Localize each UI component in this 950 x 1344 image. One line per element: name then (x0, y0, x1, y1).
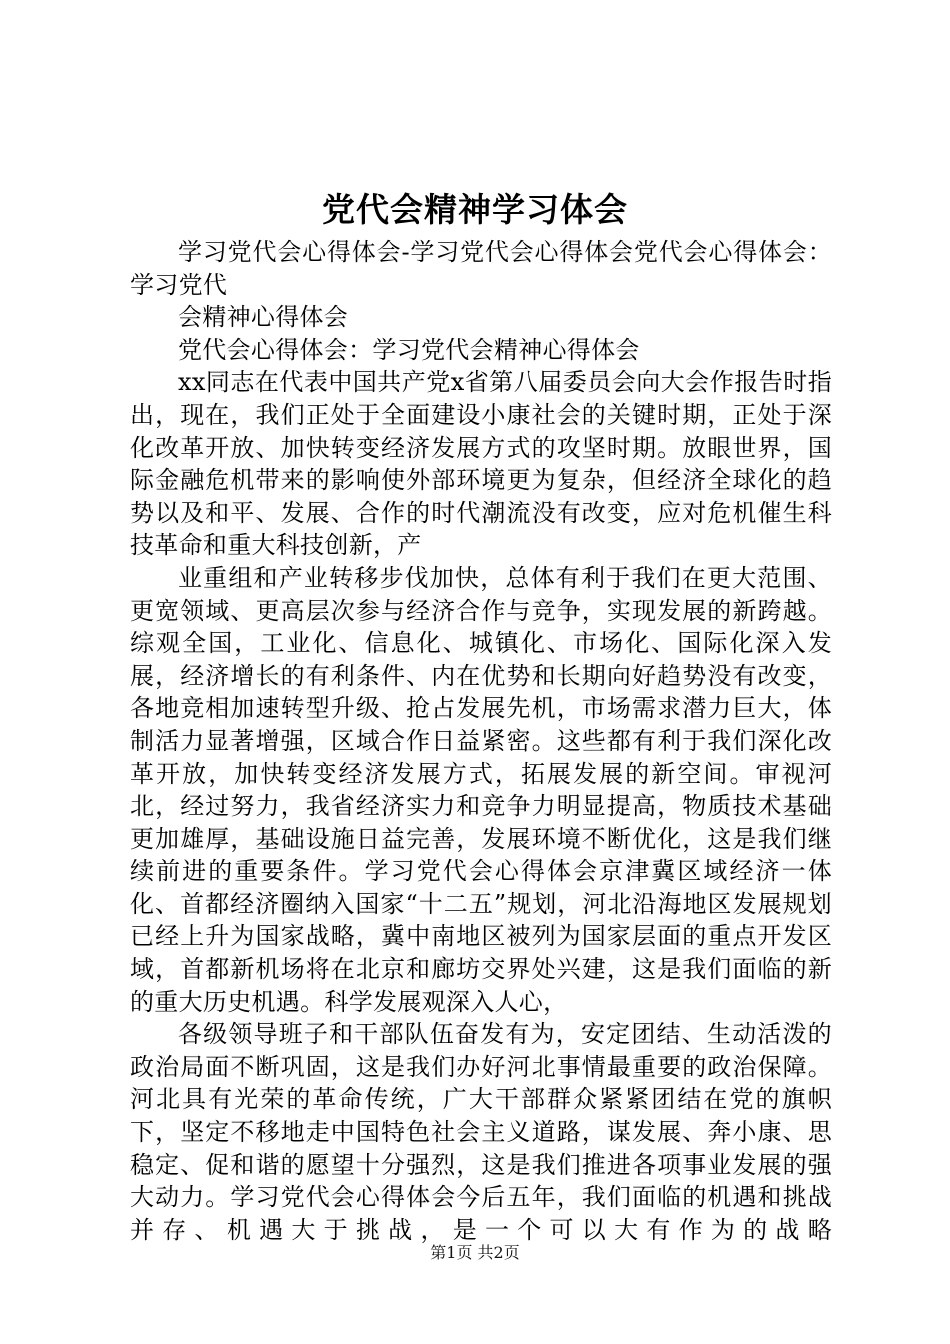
document-body (130, 236, 832, 1246)
page-footer: 第1页 共2页 (430, 1243, 520, 1262)
paragraph-4: xx同志在代表中国共产党x省第八届委员会向大会作报告时指出，现在，我们正处于全面建设小康社会的关键时期，正处于深化改革开放、加快转变经济发展方式的攻坚时期。放眼世界，国际金融危机带来的影响使外部环境更为复杂，但经济全球化的趋势以及和平、发展、合作的时代潮流没有改变，应对危机催生科技革命和重大科技创新，产 (130, 368, 832, 560)
paragraph-1: 学习党代会心得体会-学习党代会心得体会党代会心得体会：学习党代 (130, 238, 832, 299)
paragraph-2: 会精神心得体会 (178, 303, 349, 332)
paragraph-6: 各级领导班子和干部队伍奋发有为，安定团结、生动活泼的政治局面不断巩固，这是我们办好河北事情最重要的政治保障。河北具有光荣的革命传统，广大干部群众紧紧团结在党的旗帜下，坚定不移地走中国特色社会主义道路，谋发展、奔小康、思稳定、促和谐的愿望十分强烈，这是我们推进各项事业发展的强大动力。学习党代会心得体会今后五年，我们面临的机遇和挑战并存、机遇大于挑战，是一个可以大有作为的战略 (130, 1020, 832, 1244)
paragraph-5: 业重组和产业转移步伐加快，总体有利于我们在更大范围、更宽领域、更高层次参与经济合作与竞争，实现发展的新跨越。综观全国，工业化、信息化、城镇化、市场化、国际化深入发展，经济增长的有利条件、内在优势和长期向好趋势没有改变，各地竞相加速转型升级、抢占发展先机，市场需求潜力巨大，体制活力显著增强，区域合作日益紧密。这些都有利于我们深化改革开放，加快转变经济发展方式，拓展发展的新空间。审视河北，经过努力，我省经济实力和竞争力明显提高，物质技术基础更加雄厚，基础设施日益完善，发展环境不断优化，这是我们继续前进的重要条件。学习党代会心得体会京津冀区域经济一体化、首都经济圈纳入国家“十二五”规划，河北沿海地区发展规划已经上升为国家战略，冀中南地区被列为国家层面的重点开发区域，首都新机场将在北京和廊坊交界处兴建，这是我们面临的新的重大历史机遇。科学发展观深入人心， (130, 563, 832, 1016)
paragraph-3: 党代会心得体会：学习党代会精神心得体会 (178, 335, 640, 364)
document-title: 党代会精神学习体会 (322, 190, 628, 229)
